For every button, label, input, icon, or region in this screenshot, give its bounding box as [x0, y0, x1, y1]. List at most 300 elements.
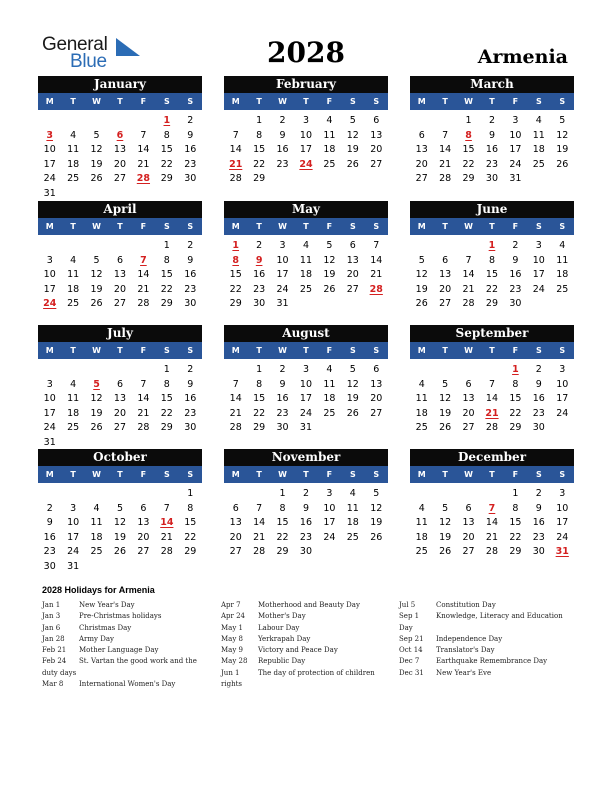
day-cell: 12 [556, 129, 569, 141]
weekday-label: T [442, 470, 448, 479]
holiday-day-cell: 28 [369, 283, 383, 295]
empty-cell [155, 487, 178, 502]
empty-cell [410, 239, 433, 254]
weekday-label: M [45, 470, 54, 479]
holidays-title: 2028 Holidays for Armenia [42, 585, 155, 595]
day-cell: 16 [184, 269, 197, 280]
day-cell: 16 [184, 144, 197, 155]
weekday-label: S [535, 470, 542, 479]
empty-cell [38, 114, 61, 129]
day-cell: 16 [485, 144, 499, 155]
month-title: August [224, 325, 388, 342]
day-cell: 4 [418, 502, 425, 514]
holiday-row [42, 600, 212, 611]
holiday-name-continued: rights [221, 680, 242, 689]
day-cell: 4 [535, 115, 542, 126]
day-cell: 24 [43, 422, 56, 433]
weekday-label: W [464, 470, 473, 479]
weekday-label: F [140, 222, 147, 231]
day-cell: 30 [184, 298, 197, 309]
holiday-name: Yerkrapah Day [258, 634, 311, 643]
day-cell: 18 [90, 531, 103, 543]
weekday-label: W [92, 222, 101, 231]
day-cell: 18 [67, 283, 80, 295]
holiday-day-cell: 28 [136, 173, 151, 184]
day-cell: 1 [256, 115, 263, 126]
day-cell: 25 [67, 173, 80, 184]
day-cell: 15 [160, 144, 173, 155]
day-cell: 3 [559, 488, 566, 499]
day-cell: 11 [323, 129, 336, 141]
day-cell: 8 [279, 502, 286, 514]
day-cell: 18 [67, 407, 80, 419]
day-cell: 18 [67, 158, 80, 170]
month-november [224, 449, 388, 560]
day-cell: 19 [323, 269, 336, 280]
day-cell: 8 [163, 254, 170, 266]
empty-cell [85, 239, 108, 254]
day-cell: 13 [113, 144, 127, 155]
day-cell: 4 [302, 240, 309, 251]
day-cell: 11 [90, 517, 103, 528]
empty-cell [108, 487, 131, 502]
day-cell: 21 [137, 407, 150, 419]
holiday-day-cell: 7 [140, 254, 147, 266]
day-cell: 24 [67, 546, 80, 557]
month-september [410, 325, 574, 436]
day-cell: 8 [256, 129, 263, 141]
holiday-row [42, 623, 212, 634]
day-cell: 5 [349, 115, 356, 126]
day-cell: 20 [462, 407, 475, 419]
weekday-label: W [92, 470, 101, 479]
weekday-label: S [187, 470, 194, 479]
day-cell: 20 [137, 531, 150, 543]
weekday-label: F [326, 470, 333, 479]
day-cell: 6 [116, 254, 123, 266]
day-cell: 15 [276, 517, 289, 528]
day-cell: 27 [370, 158, 383, 170]
weekday-label: T [489, 470, 495, 479]
day-cell: 22 [184, 531, 197, 543]
weekday-label: T [489, 346, 495, 355]
holiday-name: New Year's Day [79, 601, 135, 609]
weekday-label: F [326, 346, 333, 355]
weekday-label: S [349, 97, 356, 106]
weekday-label: F [326, 222, 333, 231]
holiday-name: Republic Day [258, 657, 306, 666]
weekday-label: T [70, 470, 76, 479]
weekday-label: T [117, 97, 123, 106]
holiday-day-cell: 21 [229, 158, 243, 170]
weekday-label: F [512, 470, 519, 479]
day-cell: 23 [299, 531, 313, 543]
day-grid [410, 363, 574, 436]
day-cell: 15 [462, 144, 475, 155]
day-cell: 10 [43, 144, 56, 155]
day-cell: 7 [256, 502, 263, 514]
day-cell: 2 [488, 115, 495, 126]
empty-cell [132, 239, 155, 254]
weekday-label: T [489, 97, 495, 106]
holiday-name: Knowledge, Literacy and Education [436, 612, 563, 621]
day-cell: 27 [113, 422, 127, 433]
day-cell: 14 [137, 144, 150, 155]
day-cell: 14 [485, 393, 499, 404]
weekday-label: M [231, 470, 240, 479]
day-cell: 23 [253, 283, 266, 295]
day-cell: 21 [370, 269, 383, 280]
day-cell: 3 [326, 488, 333, 499]
day-cell: 13 [113, 269, 127, 280]
holiday-day-cell: 1 [488, 240, 496, 251]
weekday-header [38, 466, 202, 483]
day-cell: 18 [299, 269, 313, 280]
holiday-day-cell: 8 [232, 254, 240, 266]
day-cell: 10 [43, 393, 56, 404]
holiday-row [221, 611, 391, 622]
holiday-row [399, 634, 574, 645]
day-cell: 19 [415, 283, 428, 295]
day-cell: 11 [67, 393, 80, 404]
day-cell: 30 [184, 173, 197, 184]
day-cell: 23 [485, 158, 499, 170]
day-cell: 1 [465, 115, 472, 126]
month-march [410, 76, 574, 187]
empty-cell [61, 114, 84, 129]
holiday-row [399, 656, 574, 667]
day-cell: 2 [279, 364, 286, 375]
empty-cell [38, 239, 61, 254]
holiday-name: Army Day [79, 634, 114, 643]
day-cell: 2 [512, 240, 519, 251]
day-cell: 2 [279, 115, 286, 126]
holiday-day-cell: 3 [46, 129, 54, 141]
weekday-label: T [303, 222, 309, 231]
day-cell: 21 [439, 158, 452, 170]
day-cell: 27 [415, 173, 428, 184]
day-cell: 15 [184, 517, 197, 528]
holiday-date: Dec 31 [399, 668, 424, 677]
day-cell: 8 [488, 254, 495, 266]
holiday-row [221, 623, 391, 634]
day-cell: 11 [323, 378, 336, 390]
day-cell: 6 [465, 502, 472, 514]
weekday-label: F [512, 97, 519, 106]
holiday-name: Mother's Day [258, 612, 306, 621]
day-cell: 29 [184, 546, 197, 557]
holiday-day-cell: 5 [93, 378, 100, 390]
day-cell: 4 [349, 488, 356, 499]
day-cell: 28 [137, 422, 150, 433]
day-cell: 25 [299, 283, 313, 295]
weekday-header [38, 342, 202, 359]
day-cell: 30 [532, 546, 545, 557]
day-cell: 10 [67, 517, 80, 528]
day-cell: 18 [556, 269, 569, 280]
holiday-name: Labour Day [258, 623, 300, 632]
weekday-label: W [92, 97, 101, 106]
holiday-row [42, 679, 212, 690]
day-cell: 26 [415, 298, 428, 309]
weekday-label: T [117, 346, 123, 355]
holiday-row [399, 611, 574, 622]
day-cell: 29 [509, 546, 522, 557]
day-cell: 18 [532, 144, 545, 155]
day-cell: 26 [439, 422, 452, 433]
day-cell: 14 [439, 144, 452, 155]
day-cell: 11 [299, 254, 313, 266]
day-cell: 16 [299, 517, 313, 528]
day-cell: 5 [442, 378, 449, 390]
month-may [224, 201, 388, 312]
logo-word-general: General [42, 34, 108, 55]
month-title: September [410, 325, 574, 342]
weekday-header [224, 93, 388, 110]
day-cell: 26 [90, 298, 103, 309]
day-cell: 26 [113, 546, 127, 557]
month-title: June [410, 201, 574, 218]
holiday-day-cell: 14 [160, 517, 174, 528]
day-cell: 13 [113, 393, 127, 404]
day-grid [410, 239, 574, 312]
weekday-label: M [417, 97, 426, 106]
day-cell: 17 [67, 531, 80, 543]
day-cell: 7 [232, 129, 239, 141]
day-cell: 19 [439, 531, 452, 543]
weekday-label: T [303, 470, 309, 479]
day-cell: 22 [160, 283, 173, 295]
weekday-header [224, 466, 388, 483]
day-cell: 13 [229, 517, 242, 528]
day-cell: 3 [512, 115, 519, 126]
day-cell: 3 [535, 240, 542, 251]
holiday-row [221, 634, 391, 645]
holiday-column [399, 600, 574, 679]
day-cell: 20 [346, 269, 359, 280]
day-cell: 6 [418, 129, 425, 141]
day-cell: 31 [276, 298, 289, 309]
day-cell: 20 [113, 158, 127, 170]
day-cell: 10 [323, 502, 336, 514]
holiday-name: Independence Day [436, 634, 503, 643]
day-cell: 13 [370, 378, 383, 390]
day-cell: 4 [70, 129, 77, 141]
day-cell: 24 [276, 283, 289, 295]
holiday-name: The day of protection of children [258, 668, 375, 677]
month-december [410, 449, 574, 560]
day-cell: 17 [43, 158, 56, 170]
month-october [38, 449, 202, 574]
empty-cell [61, 487, 84, 502]
day-cell: 8 [163, 378, 170, 390]
day-cell: 24 [323, 531, 336, 543]
day-cell: 22 [160, 158, 173, 170]
day-cell: 1 [163, 240, 170, 251]
day-cell: 13 [462, 393, 475, 404]
day-cell: 14 [462, 269, 475, 280]
day-cell: 28 [229, 422, 242, 433]
day-cell: 12 [370, 502, 383, 514]
day-cell: 28 [253, 546, 266, 557]
weekday-label: S [163, 346, 170, 355]
day-cell: 31 [43, 187, 56, 199]
month-title: December [410, 449, 574, 466]
holiday-day-cell: 8 [465, 129, 472, 141]
holiday-row [399, 645, 574, 656]
day-cell: 9 [279, 378, 286, 390]
day-cell: 16 [532, 393, 545, 404]
empty-cell [457, 487, 480, 502]
day-cell: 9 [187, 254, 194, 266]
day-cell: 3 [302, 115, 309, 126]
empty-cell [480, 363, 503, 378]
empty-cell [457, 239, 480, 254]
day-grid [410, 114, 574, 187]
weekday-label: T [70, 346, 76, 355]
day-cell: 12 [415, 269, 428, 280]
day-cell: 22 [509, 407, 522, 419]
day-cell: 22 [229, 283, 242, 295]
day-cell: 20 [462, 531, 475, 543]
day-cell: 25 [67, 422, 80, 433]
day-cell: 3 [70, 502, 77, 514]
day-grid [38, 114, 202, 201]
holiday-day-cell: 1 [512, 364, 519, 375]
empty-cell [61, 239, 84, 254]
day-cell: 12 [113, 517, 127, 528]
empty-cell [410, 363, 433, 378]
day-cell: 4 [93, 502, 100, 514]
day-grid [38, 487, 202, 574]
holiday-date: Mar 8 [42, 680, 64, 689]
holiday-name: Earthquake Remembrance Day [436, 657, 548, 666]
weekday-label: W [464, 222, 473, 231]
day-cell: 18 [415, 531, 428, 543]
day-cell: 9 [302, 502, 309, 514]
holiday-date: Sep 1 [399, 612, 420, 621]
day-cell: 12 [323, 254, 336, 266]
holiday-name: Victory and Peace Day [258, 646, 338, 655]
month-january [38, 76, 202, 201]
day-cell: 17 [532, 269, 545, 280]
day-cell: 14 [137, 393, 150, 404]
day-cell: 14 [253, 517, 266, 528]
empty-cell [108, 363, 131, 378]
holiday-name: Christmas Day [79, 623, 132, 632]
day-cell: 28 [485, 546, 499, 557]
day-cell: 8 [187, 502, 194, 514]
day-cell: 26 [323, 283, 336, 295]
day-cell: 25 [556, 283, 569, 295]
month-july [38, 325, 202, 450]
day-cell: 30 [485, 173, 499, 184]
country-title: Armenia [477, 46, 568, 68]
weekday-header [410, 342, 574, 359]
day-cell: 17 [556, 517, 569, 528]
day-cell: 16 [532, 517, 545, 528]
empty-cell [108, 114, 131, 129]
weekday-label: F [140, 97, 147, 106]
empty-cell [132, 487, 155, 502]
day-cell: 25 [346, 531, 359, 543]
day-cell: 22 [253, 407, 266, 419]
day-cell: 5 [93, 129, 100, 141]
day-cell: 30 [299, 546, 313, 557]
weekday-label: M [417, 346, 426, 355]
day-cell: 19 [556, 144, 569, 155]
day-cell: 10 [276, 254, 289, 266]
day-cell: 27 [113, 173, 127, 184]
holiday-name: Translator's Day [436, 646, 495, 655]
holiday-date: Apr 24 [221, 612, 246, 621]
weekday-label: S [349, 346, 356, 355]
day-cell: 30 [276, 422, 289, 433]
day-cell: 2 [256, 240, 263, 251]
day-cell: 1 [187, 488, 194, 499]
day-cell: 15 [253, 144, 266, 155]
weekday-label: M [45, 222, 54, 231]
day-cell: 26 [439, 546, 452, 557]
day-cell: 21 [462, 283, 475, 295]
day-cell: 22 [276, 531, 289, 543]
day-cell: 24 [556, 407, 569, 419]
day-cell: 14 [370, 254, 383, 266]
day-cell: 25 [415, 546, 428, 557]
day-cell: 23 [532, 531, 545, 543]
empty-cell [108, 239, 131, 254]
holiday-row [221, 645, 391, 656]
day-cell: 23 [532, 407, 545, 419]
weekday-header [38, 93, 202, 110]
holiday-date: Oct 14 [399, 646, 423, 655]
day-cell: 22 [462, 158, 475, 170]
day-cell: 24 [299, 407, 313, 419]
holiday-day-cell: 24 [299, 158, 313, 170]
day-cell: 21 [253, 531, 266, 543]
day-cell: 2 [187, 364, 194, 375]
empty-cell [132, 114, 155, 129]
day-cell: 20 [370, 144, 383, 155]
weekday-label: S [559, 470, 566, 479]
day-cell: 22 [253, 158, 266, 170]
day-cell: 15 [160, 393, 173, 404]
holiday-day-cell: 31 [555, 546, 569, 557]
day-cell: 9 [535, 502, 542, 514]
holiday-name: International Women's Day [79, 680, 176, 689]
weekday-label: S [559, 346, 566, 355]
weekday-label: S [163, 97, 170, 106]
holiday-name-continued: Day [399, 623, 413, 632]
day-cell: 9 [279, 129, 286, 141]
weekday-label: S [535, 346, 542, 355]
weekday-label: T [256, 346, 262, 355]
day-cell: 16 [276, 393, 289, 404]
day-cell: 20 [113, 407, 127, 419]
day-cell: 23 [184, 283, 197, 295]
holiday-name-continued: duty days [42, 668, 77, 677]
day-cell: 14 [137, 269, 150, 280]
day-cell: 7 [465, 254, 472, 266]
day-cell: 19 [346, 393, 359, 404]
day-cell: 28 [229, 173, 242, 184]
weekday-label: S [373, 470, 380, 479]
weekday-label: W [278, 222, 287, 231]
day-cell: 7 [140, 378, 147, 390]
day-cell: 1 [256, 364, 263, 375]
day-cell: 7 [373, 240, 380, 251]
holiday-row [221, 668, 391, 679]
